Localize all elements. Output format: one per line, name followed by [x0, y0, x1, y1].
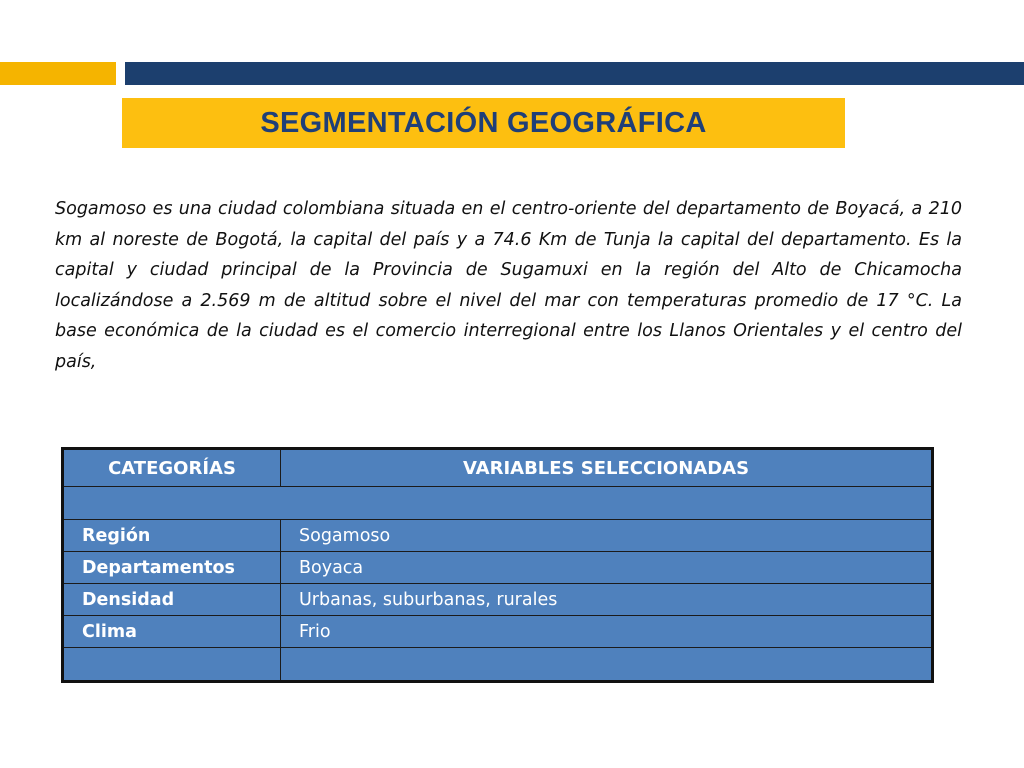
- accent-bar-gold: [0, 62, 116, 85]
- value-cell: Urbanas, suburbanas, rurales: [281, 584, 933, 616]
- empty-cell: [63, 648, 281, 682]
- category-cell: Región: [63, 520, 281, 552]
- table-row: [63, 584, 933, 616]
- table-row: [63, 552, 933, 584]
- category-cell: Departamentos: [63, 552, 281, 584]
- empty-cell: [281, 648, 933, 682]
- value-cell: Sogamoso: [281, 520, 933, 552]
- slide-title: SEGMENTACIÓN GEOGRÁFICA: [260, 106, 707, 139]
- value-cell: Frio: [281, 616, 933, 648]
- table-row: [63, 616, 933, 648]
- category-cell: Densidad: [63, 584, 281, 616]
- description-paragraph: Sogamoso es una ciudad colombiana situada en el centro-oriente del departamento de Boyacá, a 210 km al noreste de Bogotá, la capital del país y a 74.6 Km de Tunja la capital del departamento. Es la capital y ciudad principal de la Provincia de Sugamuxi en la región del Alto de Chicamocha localizándose a 2.569 m de altitud sobre el nivel del mar con temperaturas promedio de 17 °C. La base económica de la ciudad es el comercio interregional entre los Llanos Orientales y el centro del país,: [55, 199, 962, 372]
- value-cell: Boyaca: [281, 552, 933, 584]
- segmentation-table: [61, 447, 934, 683]
- empty-cell: [63, 487, 933, 520]
- table-empty-row: [63, 487, 933, 520]
- header-categorias: CATEGORÍAS: [63, 449, 281, 487]
- accent-bar-navy: [125, 62, 1024, 85]
- header-variables: VARIABLES SELECCIONADAS: [281, 449, 933, 487]
- category-cell: Clima: [63, 616, 281, 648]
- title-banner: [122, 98, 845, 148]
- table-empty-row: [63, 648, 933, 682]
- table-header-row: [63, 449, 933, 487]
- table-row: [63, 520, 933, 552]
